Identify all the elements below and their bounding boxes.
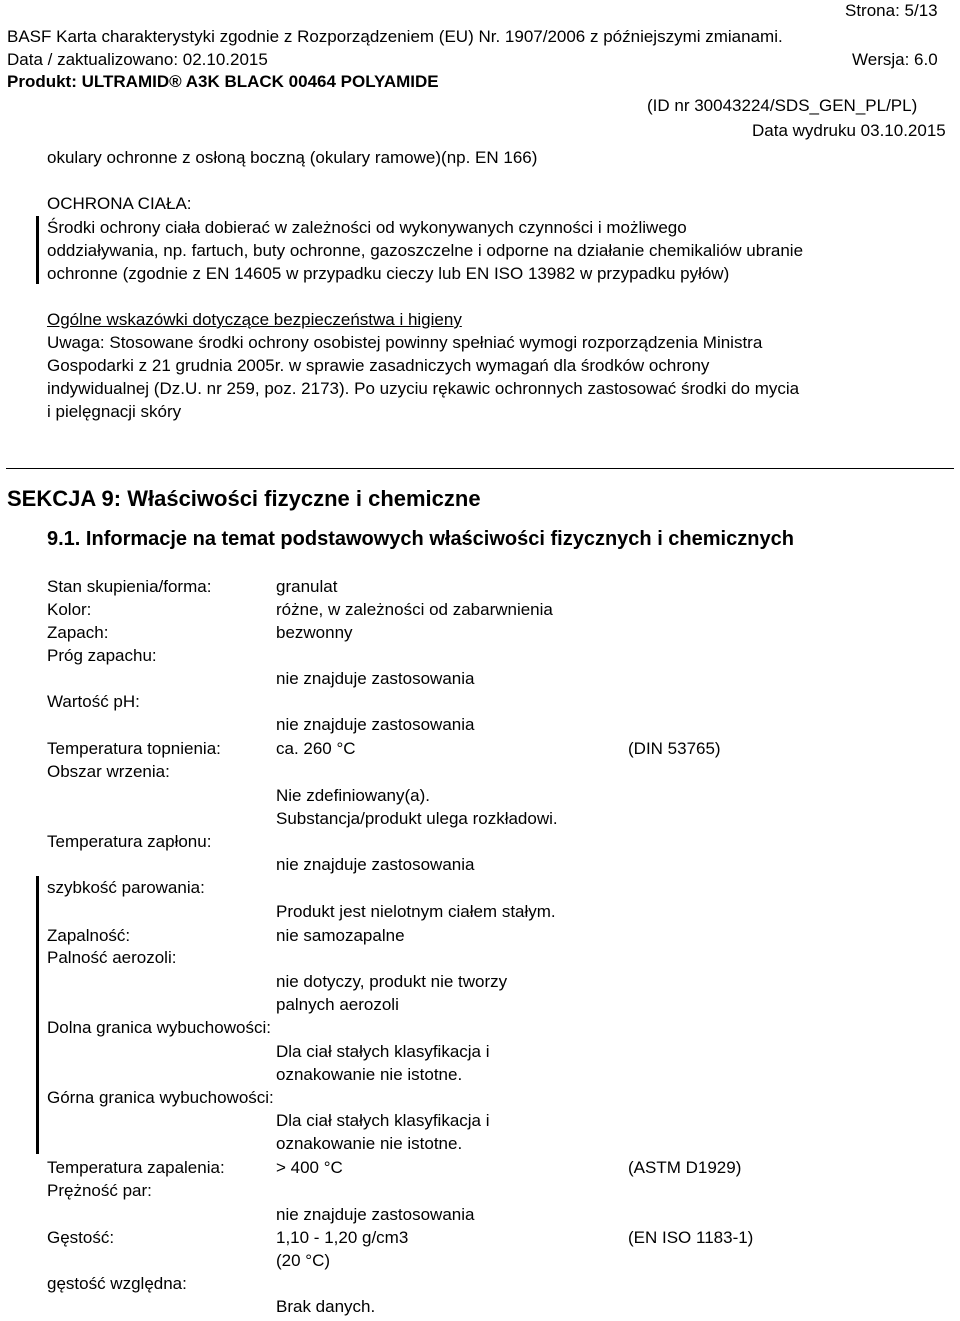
property-value: Nie zdefiniowany(a). [276,786,431,805]
property-value: Substancja/produkt ulega rozkładowi. [276,809,558,828]
property-value: nie samozapalne [276,926,405,945]
property-value: palnych aerozoli [276,995,399,1014]
property-value: oznakowanie nie istotne. [276,1065,463,1084]
body-protection-heading: OCHRONA CIAŁA: [47,194,192,213]
section-divider [6,468,954,469]
property-value: nie znajduje zastosowania [276,855,475,874]
property-value: ca. 260 °C [276,739,356,758]
hygiene-line: i pielęgnacji skóry [47,402,182,421]
update-date: Data / zaktualizowano: 02.10.2015 [7,50,268,69]
property-label: Prężność par: [47,1181,152,1200]
eye-protection-text: okulary ochronne z osłoną boczną (okulary ramowe)(np. EN 166) [47,148,538,167]
change-bar [36,216,39,284]
hygiene-line: Gospodarki z 21 grudnia 2005r. w sprawie zasadniczych wymagań dla środków ochrony [47,356,710,375]
property-label: gęstość względna: [47,1274,187,1293]
property-value: > 400 °C [276,1158,343,1177]
property-value: nie znajduje zastosowania [276,669,475,688]
section-title: SEKCJA 9: Właściwości fizyczne i chemiczne [7,486,481,511]
version: Wersja: 6.0 [852,50,938,69]
property-label: Obszar wrzenia: [47,762,170,781]
property-label: Temperatura zapalenia: [47,1158,225,1177]
property-method: (ASTM D1929) [628,1158,742,1177]
property-label: Wartość pH: [47,692,140,711]
property-label: Zapach: [47,623,109,642]
property-value: Dla ciał stałych klasyfikacja i [276,1111,490,1130]
property-label: Gęstość: [47,1228,115,1247]
body-protection-line: oddziaływania, np. fartuch, buty ochronne, gazoszczelne i odporne na działanie chemikaliów ubranie [47,241,804,260]
property-label: Temperatura zapłonu: [47,832,212,851]
body-protection-line: Środki ochrony ciała dobierać w zależności od wykonywanych czynności i możliwego [47,218,687,237]
property-label: Górna granica wybuchowości: [47,1088,274,1107]
property-value: Brak danych. [276,1297,376,1316]
page-number: Strona: 5/13 [845,1,938,20]
property-value: granulat [276,577,338,596]
property-value: bezwonny [276,623,353,642]
property-label: Zapalność: [47,926,131,945]
property-label: Temperatura topnienia: [47,739,221,758]
hygiene-line: indywidualnej (Dz.U. nr 259, poz. 2173). Po uzyciu rękawic ochronnych zastosować środki do mycia [47,379,800,398]
property-label: Próg zapachu: [47,646,157,665]
property-value: oznakowanie nie istotne. [276,1134,463,1153]
property-method: (EN ISO 1183-1) [628,1228,754,1247]
document-id: (ID nr 30043224/SDS_GEN_PL/PL) [647,96,918,115]
property-value: 1,10 - 1,20 g/cm3 [276,1228,409,1247]
property-label: Stan skupienia/forma: [47,577,212,596]
property-value: nie dotyczy, produkt nie tworzy [276,972,508,991]
product-name: Produkt: ULTRAMID® A3K BLACK 00464 POLYAMIDE [7,72,439,91]
body-protection-line: ochronne (zgodnie z EN 14605 w przypadku cieczy lub EN ISO 13982 w przypadku pyłów) [47,264,730,283]
property-value: (20 °C) [276,1251,331,1270]
property-value: nie znajduje zastosowania [276,715,475,734]
property-method: (DIN 53765) [628,739,721,758]
property-value: Produkt jest nielotnym ciałem stałym. [276,902,556,921]
property-label: Dolna granica wybuchowości: [47,1018,271,1037]
section-subtitle: 9.1. Informacje na temat podstawowych właściwości fizycznych i chemicznych [47,528,794,550]
hygiene-line: Uwaga: Stosowane środki ochrony osobistej powinny spełniać wymogi rozporządzenia Ministra [47,333,763,352]
change-bar [36,876,39,1154]
hygiene-heading: Ogólne wskazówki dotyczące bezpieczeństwa i higieny [47,310,462,329]
property-value: Dla ciał stałych klasyfikacja i [276,1042,490,1061]
print-date: Data wydruku 03.10.2015 [752,121,946,140]
property-label: Kolor: [47,600,92,619]
document-title: BASF Karta charakterystyki zgodnie z Rozporządzeniem (EU) Nr. 1907/2006 z późniejszymi zmianami. [7,27,783,46]
property-label: Palność aerozoli: [47,948,177,967]
property-value: różne, w zależności od zabarwnienia [276,600,553,619]
property-label: szybkość parowania: [47,878,205,897]
property-value: nie znajduje zastosowania [276,1205,475,1224]
